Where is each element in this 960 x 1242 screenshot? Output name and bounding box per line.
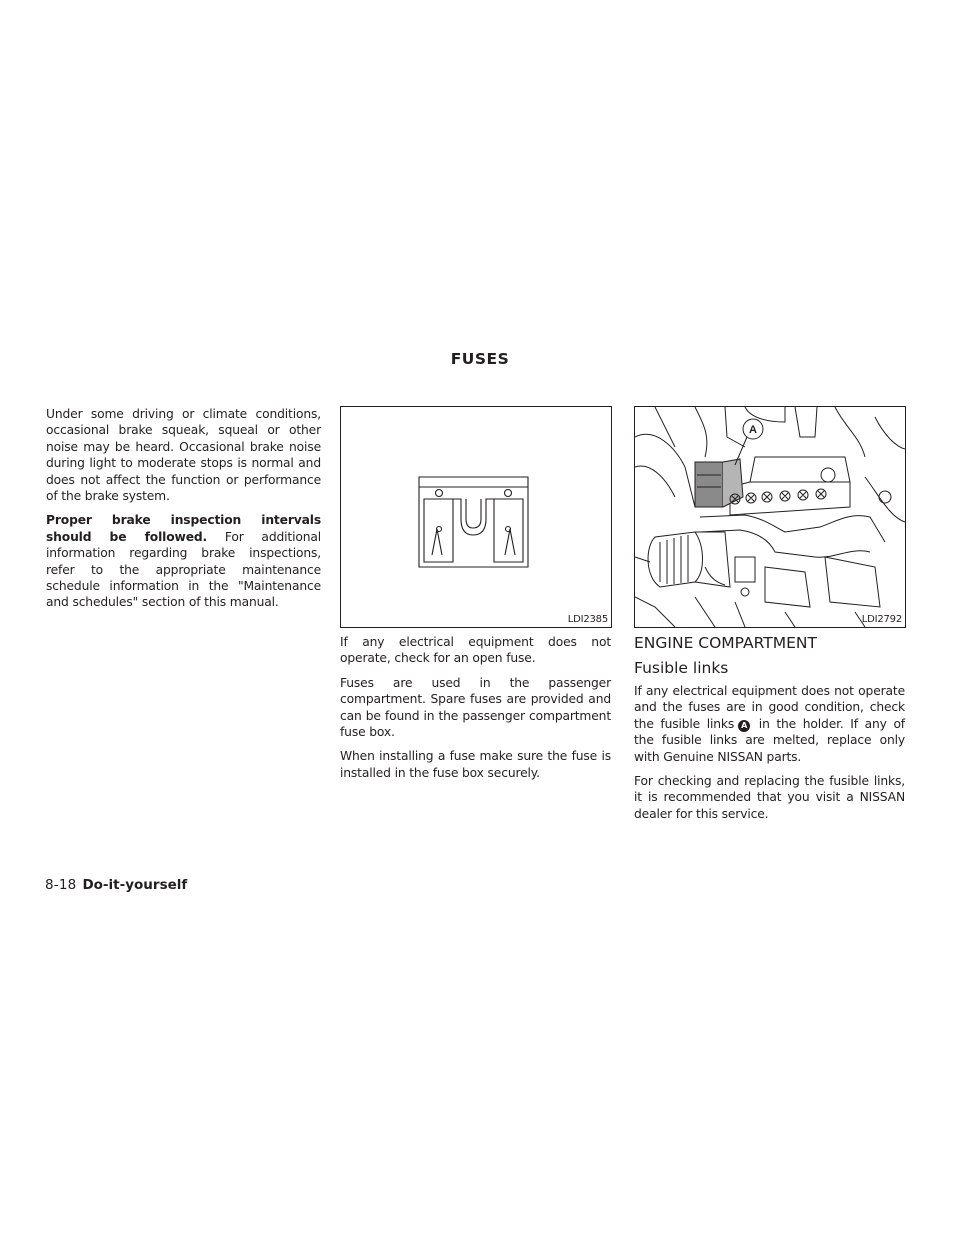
- dealer-service-paragraph: For checking and replacing the fusible links, it is recommended that you visit a NISSAN dealer for this service.: [634, 774, 905, 821]
- fuse-location-paragraph: Fuses are used in the passenger compartment. Spare fuses are provided and can be found in the passenger compartment fuse box.: [340, 675, 611, 740]
- fuse-illustration: [341, 407, 611, 627]
- page-number: 8-18: [45, 877, 77, 893]
- fusible-text-a: If any electrical equipment does not operate and the fuses are in good condition, check the fusible links: [634, 684, 905, 731]
- open-fuse-paragraph: If any electrical equipment does not operate, check for an open fuse.: [340, 635, 611, 666]
- fusible-links-heading: Fusible links: [634, 659, 729, 677]
- page-footer: [45, 877, 187, 893]
- engine-compartment-figure: [634, 406, 906, 628]
- callout-a-marker: A: [738, 720, 750, 732]
- fuse-install-paragraph: When installing a fuse make sure the fuse is installed in the fuse box securely.: [340, 749, 611, 780]
- right-column: [634, 633, 905, 822]
- section-title: FUSES: [450, 350, 510, 368]
- inspection-bold-text: Proper brake inspection intervals should be followed.: [46, 513, 321, 544]
- fusible-text-b: in the holder. If any of the fusible links are melted, replace only with Genuine NISSAN parts.: [634, 716, 905, 764]
- engine-compartment-illustration: [635, 407, 905, 627]
- inspection-text: For additional information regarding brake inspections, refer to the appropriate maintenance schedule information in the "Maintenance and schedules" section of this manual.: [46, 529, 322, 610]
- figure-callout-label: A: [749, 424, 757, 436]
- fuse-figure: [340, 406, 612, 628]
- brake-inspection-paragraph: [46, 512, 321, 610]
- engine-compartment-heading: ENGINE COMPARTMENT: [634, 634, 817, 652]
- brake-noise-paragraph: Under some driving or climate conditions, occasional brake squeak, squeal or other noise may be heard. Occasional brake noise during light to moderate stops is normal and does not affect the function or performance of the brake system.: [46, 407, 321, 504]
- chapter-title: Do-it-yourself: [82, 877, 188, 893]
- fusible-links-paragraph: [634, 683, 905, 765]
- fuse-figure-code: LDI2385: [567, 614, 608, 625]
- left-column: [46, 406, 321, 611]
- middle-column: [340, 634, 611, 781]
- engine-figure-code: LDI2792: [861, 614, 902, 625]
